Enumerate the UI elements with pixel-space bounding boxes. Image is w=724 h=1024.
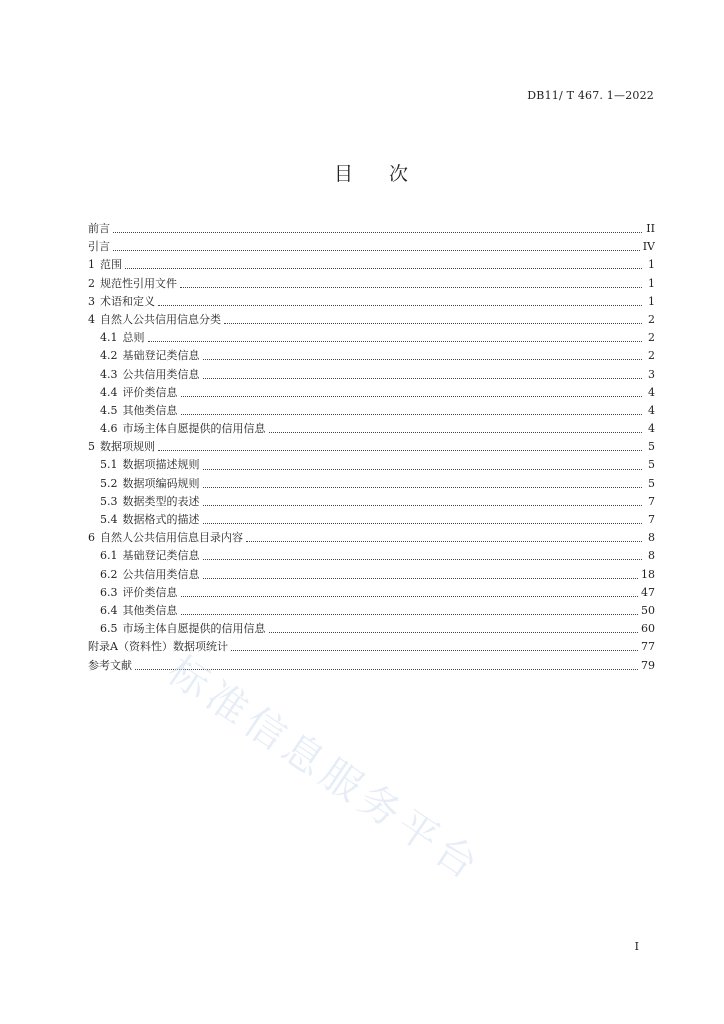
toc-entry-page: 7 (648, 513, 655, 526)
toc-entry-number: 6 (88, 531, 95, 545)
toc-entry[interactable] (88, 638, 655, 656)
toc-entry[interactable] (88, 420, 655, 438)
toc-entry[interactable] (88, 256, 655, 274)
toc-entry[interactable] (88, 529, 655, 547)
toc-entry-label: 数据项编码规则 (122, 476, 200, 490)
toc-entry-label: 评价类信息 (122, 585, 178, 599)
toc-entry-page: 4 (648, 422, 655, 436)
toc-entry-number: 1 (88, 258, 95, 272)
toc-entry-label: 自然人公共信用信息分类 (100, 312, 221, 326)
toc-entry-page: 2 (648, 312, 655, 326)
toc-entry-page: 79 (641, 658, 655, 672)
toc-entry[interactable] (88, 366, 655, 384)
toc-entry-number: 3 (88, 294, 95, 308)
toc-entry-number: 6.5 (100, 622, 118, 636)
toc-entry[interactable] (88, 547, 655, 565)
toc-entry-label: 引言 (88, 240, 110, 254)
toc-entry[interactable] (88, 384, 655, 402)
title-part-1: 目 (333, 163, 355, 185)
dot-leader (181, 613, 639, 615)
toc-entry-label: 数据项规则 (100, 440, 155, 454)
toc-entry-number: 4.1 (100, 331, 118, 345)
toc-entry-label: 自然人公共信用信息目录内容 (100, 531, 243, 545)
dot-leader (181, 395, 643, 397)
dot-leader (246, 540, 642, 542)
toc-entry-page: 4 (648, 385, 655, 399)
page-number: I (634, 940, 639, 953)
toc-entry-page: 50 (641, 603, 655, 617)
dot-leader (203, 558, 643, 560)
document-code: DB11/ T 467. 1—2022 (527, 89, 654, 102)
dot-leader (269, 431, 643, 433)
toc-entry[interactable] (88, 238, 655, 256)
dot-leader (148, 340, 643, 342)
dot-leader (181, 413, 643, 415)
toc-entry-page: 1 (648, 276, 655, 290)
toc-entry-label: 公共信用类信息 (122, 567, 200, 581)
toc-entry[interactable] (88, 402, 655, 420)
dot-leader (203, 504, 643, 506)
toc-entry-label: 公共信用类信息 (122, 367, 200, 381)
toc-entry[interactable] (88, 293, 655, 311)
toc-entry-page: 7 (648, 494, 655, 508)
toc-entry-number: 6.1 (100, 549, 118, 563)
dot-leader (203, 358, 643, 360)
toc-entry-label: 数据类型的表述 (122, 494, 200, 508)
toc-entry-number: 2 (88, 276, 95, 290)
dot-leader (180, 286, 642, 288)
dot-leader (125, 267, 642, 269)
toc-entry-page: 5 (648, 476, 655, 490)
toc-entry-page: 4 (648, 403, 655, 417)
toc-entry-label: 前言 (88, 222, 110, 235)
dot-leader (224, 322, 642, 324)
toc-entry[interactable] (88, 329, 655, 347)
toc-entry-label: 其他类信息 (122, 403, 178, 417)
toc-entry-label: 评价类信息 (122, 385, 178, 399)
toc-entry-label: 术语和定义 (100, 294, 155, 308)
toc-entry-number: 4 (88, 312, 95, 326)
toc-entry-page: 60 (641, 622, 655, 636)
toc-entry[interactable] (88, 311, 655, 329)
toc-entry-page: 3 (648, 367, 655, 381)
toc-entry-page: 2 (648, 331, 655, 345)
toc-entry[interactable] (88, 602, 655, 620)
dot-leader (203, 468, 643, 470)
dot-leader (158, 449, 642, 451)
toc-entry-page: 18 (641, 567, 655, 581)
toc-entry-label: 范围 (100, 258, 122, 272)
toc-entry-number: 4.6 (100, 422, 118, 436)
toc-entry-label: 参考文献 (88, 658, 132, 672)
toc-entry[interactable] (88, 511, 655, 529)
toc-entry-number: 6.3 (100, 585, 118, 599)
dot-leader (203, 522, 643, 524)
toc-entry-label: 基础登记类信息 (122, 549, 200, 563)
toc-entry-number: 4.5 (100, 403, 118, 417)
toc-entry[interactable] (88, 275, 655, 293)
toc-entry[interactable] (88, 620, 655, 638)
toc-entry-page: 8 (648, 531, 655, 545)
dot-leader (158, 304, 642, 306)
toc-entry-number: 6.2 (100, 567, 118, 581)
toc-entry-page: 77 (641, 640, 655, 654)
toc-entry[interactable] (88, 220, 655, 238)
toc-entry-label: 市场主体自愿提供的信用信息 (122, 622, 266, 636)
toc-entry-number: 6.4 (100, 603, 118, 617)
toc-entry-page: II (646, 222, 655, 235)
dot-leader (269, 631, 639, 633)
toc-entry[interactable] (88, 566, 655, 584)
toc-entry-label: 基础登记类信息 (122, 349, 200, 363)
toc-entry[interactable] (88, 438, 655, 456)
toc-entry-number: 5.2 (100, 476, 118, 490)
toc-entry-number: 4.4 (100, 385, 118, 399)
toc-entry-number: 5.1 (100, 458, 118, 472)
toc-entry-page: 47 (641, 585, 655, 599)
toc-entry-number: 5 (88, 440, 95, 454)
dot-leader (231, 649, 638, 651)
toc-entry-label: 数据格式的描述 (122, 513, 200, 526)
toc-entry-label: 规范性引用文件 (100, 276, 177, 290)
page-title (0, 159, 724, 186)
toc-entry-number: 5.3 (100, 494, 118, 508)
dot-leader (203, 486, 643, 488)
dot-leader (203, 577, 639, 579)
title-part-2: 次 (389, 163, 411, 185)
toc-entry-page: 1 (648, 258, 655, 272)
dot-leader (203, 377, 643, 379)
toc-entry[interactable] (88, 584, 655, 602)
toc-entry[interactable] (88, 456, 655, 474)
toc-entry-page: 8 (648, 549, 655, 563)
toc-entry[interactable] (88, 475, 655, 493)
toc-entry[interactable] (88, 347, 655, 365)
toc-entry[interactable] (88, 493, 655, 511)
toc-entry-page: 1 (648, 294, 655, 308)
toc-entry-page: 5 (648, 440, 655, 454)
toc-entry-label: 总则 (122, 331, 145, 345)
toc-entry-label: 其他类信息 (122, 603, 178, 617)
dot-leader (113, 249, 640, 251)
dot-leader (113, 231, 642, 233)
toc-entry-number: 4.2 (100, 349, 118, 363)
toc-entry-label: 附录A（资料性）数据项统计 (88, 640, 228, 654)
toc-entry-label: 市场主体自愿提供的信用信息 (122, 422, 266, 436)
table-of-contents (88, 220, 655, 675)
toc-entry-number: 4.3 (100, 367, 118, 381)
watermark: 标准信息服务平台 (159, 647, 491, 892)
toc-entry-page: IV (642, 240, 655, 254)
toc-entry-number: 5.4 (100, 513, 118, 526)
toc-entry-page: 5 (648, 458, 655, 472)
toc-entry-label: 数据项描述规则 (122, 458, 200, 472)
dot-leader (181, 595, 639, 597)
toc-entry-page: 2 (648, 349, 655, 363)
